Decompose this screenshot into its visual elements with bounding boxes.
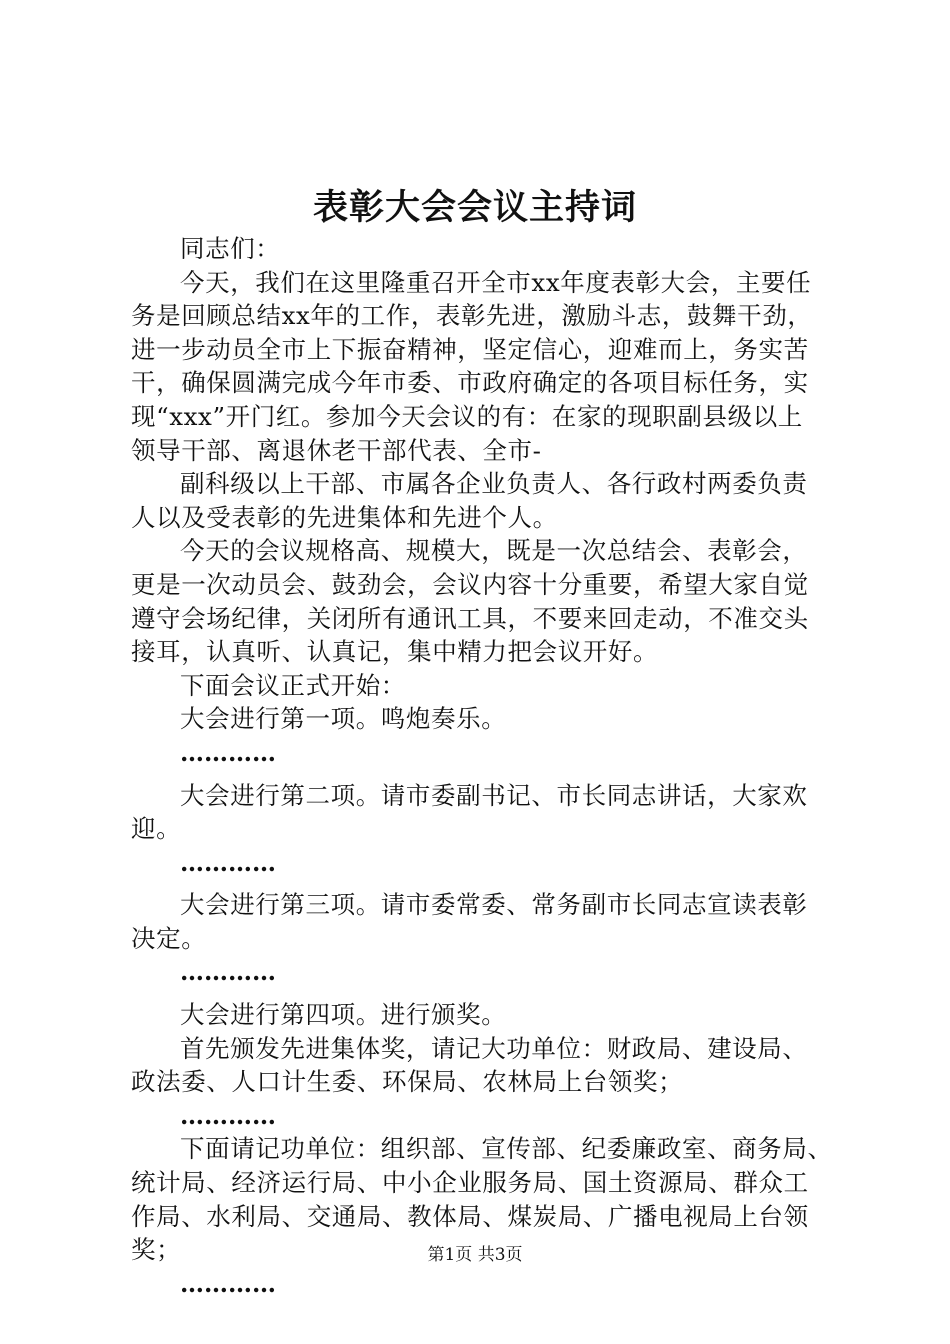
paragraph-line: 奖；	[131, 1235, 182, 1265]
ellipsis-separator: …………	[180, 1100, 276, 1130]
agenda-item: 大会进行第二项。请市委副书记、市长同志讲话，大家欢	[180, 780, 808, 810]
salutation: 同志们：	[180, 234, 281, 263]
paragraph-line: 人以及受表彰的先进集体和先进个人。	[131, 502, 558, 532]
ellipsis-separator: …………	[180, 737, 276, 767]
page-number: 第1页 共3页	[427, 1245, 523, 1265]
paragraph-line: 作局、水利局、交通局、教体局、煤炭局、广播电视局上台领	[131, 1201, 809, 1231]
paragraph-line: 迎。	[131, 814, 182, 844]
paragraph-line: 领导干部、离退休老干部代表、全市-	[131, 435, 542, 465]
paragraph-line: 现“xxx”开门红。参加今天会议的有：在家的现职副县级以上	[131, 401, 803, 431]
document-body	[131, 232, 836, 1300]
paragraph-line: 政法委、人口计生委、环保局、农林局上台领奖；	[131, 1067, 684, 1097]
agenda-item: 大会进行第一项。鸣炮奏乐。	[180, 704, 507, 734]
paragraph-line: 进一步动员全市上下振奋精神，坚定信心，迎难而上，务实苦	[131, 334, 809, 364]
paragraph-line: 下面请记功单位：组织部、宣传部、纪委廉政室、商务局、	[180, 1134, 833, 1164]
document-title: 表彰大会会议主持词	[312, 187, 637, 228]
agenda-item: 大会进行第四项。进行颁奖。	[180, 1000, 507, 1030]
agenda-item: 大会进行第三项。请市委常委、常务副市长同志宣读表彰	[180, 890, 808, 920]
ellipsis-separator: …………	[180, 847, 276, 877]
ellipsis-separator: …………	[180, 1268, 276, 1298]
paragraph-line: 今天，我们在这里隆重召开全市xx年度表彰大会，主要任	[180, 267, 812, 297]
paragraph-line: 遵守会场纪律，关闭所有通讯工具，不要来回走动，不准交头	[131, 603, 809, 633]
paragraph-line: 务是回顾总结xx年的工作，表彰先进，激励斗志，鼓舞干劲，	[131, 301, 813, 331]
paragraph-line: 下面会议正式开始：	[180, 670, 406, 700]
paragraph-line: 副科级以上干部、市属各企业负责人、各行政村两委负责	[180, 469, 808, 499]
paragraph-line: 决定。	[131, 923, 207, 953]
paragraph-line: 首先颁发先进集体奖，请记大功单位：财政局、建设局、	[180, 1033, 808, 1063]
paragraph-line: 统计局、经济运行局、中小企业服务局、国土资源局、群众工	[131, 1168, 809, 1198]
paragraph-line: 更是一次动员会、鼓劲会，会议内容十分重要，希望大家自觉	[131, 569, 809, 599]
paragraph-line: 今天的会议规格高、规模大，既是一次总结会、表彰会，	[180, 536, 808, 566]
paragraph-line: 干，确保圆满完成今年市委、市政府确定的各项目标任务，实	[131, 368, 809, 398]
paragraph-line: 接耳，认真听、认真记，集中精力把会议开好。	[131, 637, 659, 667]
ellipsis-separator: …………	[180, 957, 276, 987]
